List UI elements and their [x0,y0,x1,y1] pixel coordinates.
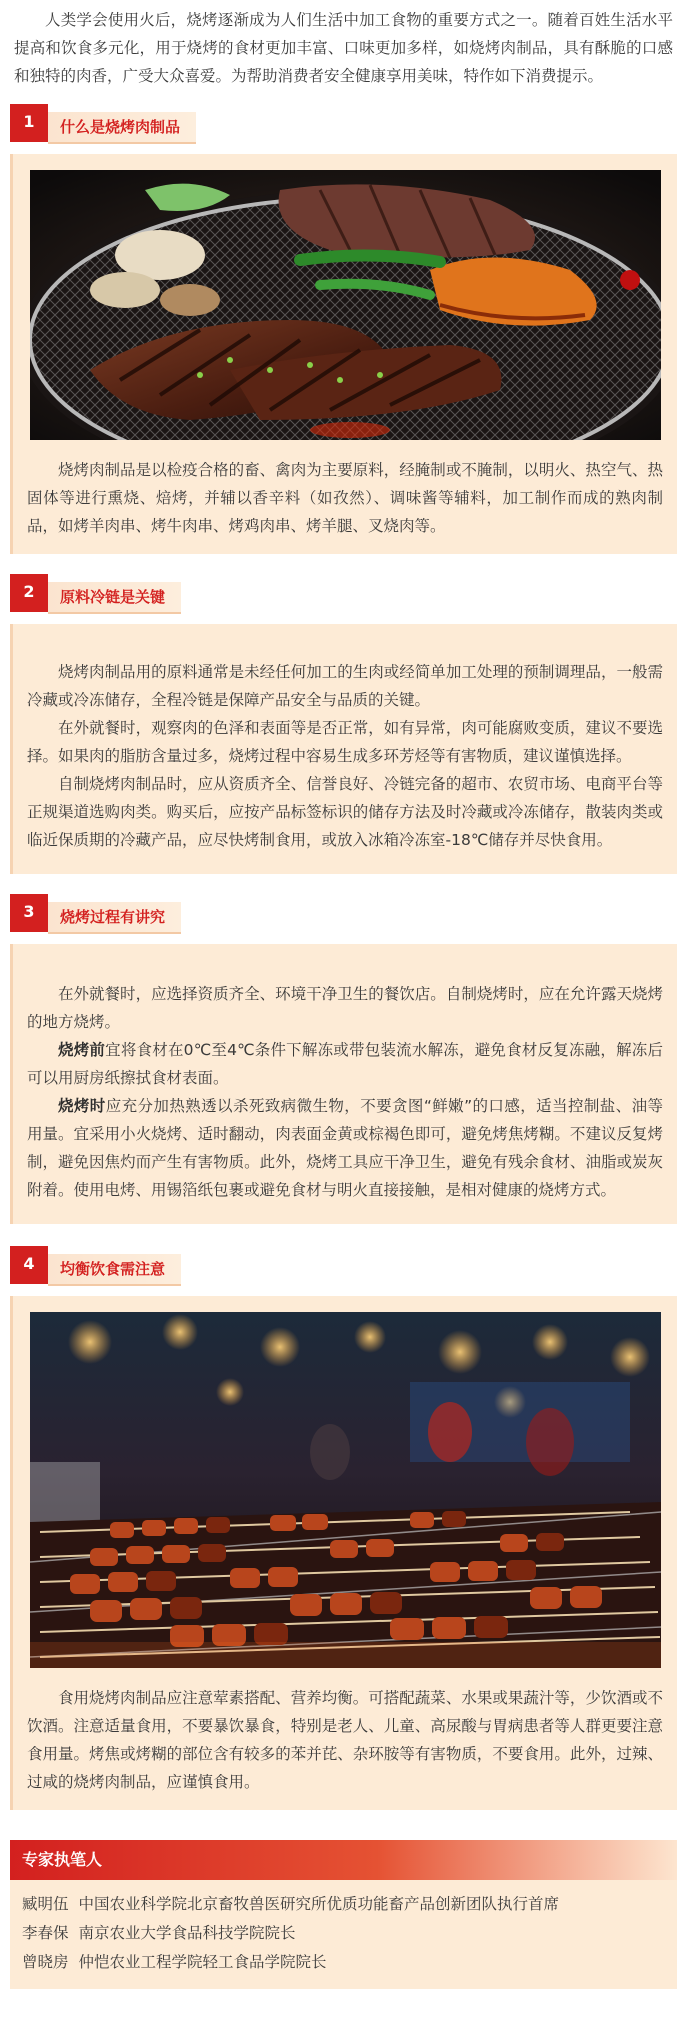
section-header-2 [10,574,687,612]
section-number: 1 [10,104,48,142]
bold-lead: 烧烤时 [58,1097,106,1115]
paragraph-text: 宜将食材在0℃至4℃条件下解冻或带包装流水解冻，避免食材反复冻融，解冻后可以用厨房纸擦拭食材表面。 [27,1041,663,1087]
intro-paragraph: 人类学会使用火后，烧烤逐渐成为人们生活中加工食物的重要方式之一。随着百姓生活水平提高和饮食多元化，用于烧烤的食材更加丰富、口味更加多样，如烧烤肉制品，具有酥脆的口感和独特的肉香，广受大众喜爱。为帮助消费者安全健康享用美味，特作如下消费提示。 [14,11,673,85]
section-paragraph [27,1036,663,1092]
expert-row [22,1890,665,1919]
experts-box [10,1840,677,1989]
grilled-meat-photo [30,170,661,440]
section-header-1 [10,104,687,142]
section-paragraph: 在外就餐时，观察肉的色泽和表面等是否正常，如有异常，肉可能腐败变质，建议不要选择。如果肉的脂肪含量过多，烧烤过程中容易生成多环芳烃等有害物质，建议谨慎选择。 [27,719,663,765]
section-title: 原料冷链是关键 [48,582,181,612]
expert-name: 臧明伍 [22,1895,69,1913]
section-paragraph: 烧烤肉制品用的原料通常是未经任何加工的生肉或经简单加工处理的预制调理品，一般需冷藏或冷冻储存，全程冷链是保障产品安全与品质的关键。 [27,663,663,709]
bold-lead: 烧烤前 [58,1041,106,1059]
expert-row [22,1948,665,1977]
section-paragraph: 自制烧烤肉制品时，应从资质齐全、信誉良好、冷链完备的超市、农贸市场、电商平台等正规渠道选购肉类。购买后，应按产品标签标识的储存方法及时冷藏或冷冻储存，散装肉类或临近保质期的冷藏产品，应尽快烤制食用，或放入冰箱冷冻室-18℃储存并尽快食用。 [27,775,663,849]
section-title: 均衡饮食需注意 [48,1254,181,1284]
section-panel-2 [10,624,677,874]
section-number: 2 [10,574,48,612]
section-panel-3 [10,944,677,1224]
section-title: 什么是烧烤肉制品 [48,112,196,142]
expert-affiliation: 中国农业科学院北京畜牧兽医研究所优质功能畜产品创新团队执行首席 [78,1895,560,1913]
expert-row [22,1919,665,1948]
section-panel-4 [10,1296,677,1810]
experts-header [10,1840,677,1880]
section-panel-1 [10,154,677,554]
experts-list [10,1880,677,1989]
section-paragraph: 食用烧烤肉制品应注意荤素搭配、营养均衡。可搭配蔬菜、水果或果蔬汁等，少饮酒或不饮酒。注意适量食用，不要暴饮暴食，特别是老人、儿童、高尿酸与胃病患者等人群更要注意食用量。烤焦或烤糊的部位含有较多的苯并芘、杂环胺等有害物质，不要食用。此外，过辣、过咸的烧烤肉制品，应谨慎食用。 [27,1689,663,1791]
expert-affiliation: 南京农业大学食品科技学院院长 [78,1924,296,1942]
section-paragraph [27,1092,663,1204]
section-number: 3 [10,894,48,932]
expert-name: 曾晓房 [22,1953,69,1971]
section-number: 4 [10,1246,48,1284]
section-header-4 [10,1246,687,1284]
section-paragraph: 烧烤肉制品是以检疫合格的畜、禽肉为主要原料，经腌制或不腌制，以明火、热空气、热固体等进行熏烧、焙烤，并辅以香辛料（如孜然）、调味酱等辅料，加工制作而成的熟肉制品，如烤羊肉串、烤牛肉串、烤鸡肉串、烤羊腿、叉烧肉等。 [27,461,663,535]
expert-name: 李春保 [22,1924,69,1942]
section-paragraph: 在外就餐时，应选择资质齐全、环境干净卫生的餐饮店。自制烧烤时，应在允许露天烧烤的地方烧烤。 [27,985,663,1031]
expert-affiliation: 仲恺农业工程学院轻工食品学院院长 [78,1953,327,1971]
section-header-3 [10,894,687,932]
night-market-skewers-photo [30,1312,661,1668]
paragraph-text: 应充分加热熟透以杀死致病微生物，不要贪图“鲜嫩”的口感，适当控制盐、油等用量。宜采用小火烧烤、适时翻动，肉表面金黄或棕褐色即可，避免烤焦烤糊。不建议反复烤制，避免因焦灼而产生有害物质。此外，烧烤工具应干净卫生，避免有残余食材、油脂或炭灰附着。使用电烤、用锡箔纸包裹或避免食材与明火直接接触，是相对健康的烧烤方式。 [27,1097,663,1199]
section-title: 烧烤过程有讲究 [48,902,181,932]
experts-title: 专家执笔人 [22,1850,103,1869]
